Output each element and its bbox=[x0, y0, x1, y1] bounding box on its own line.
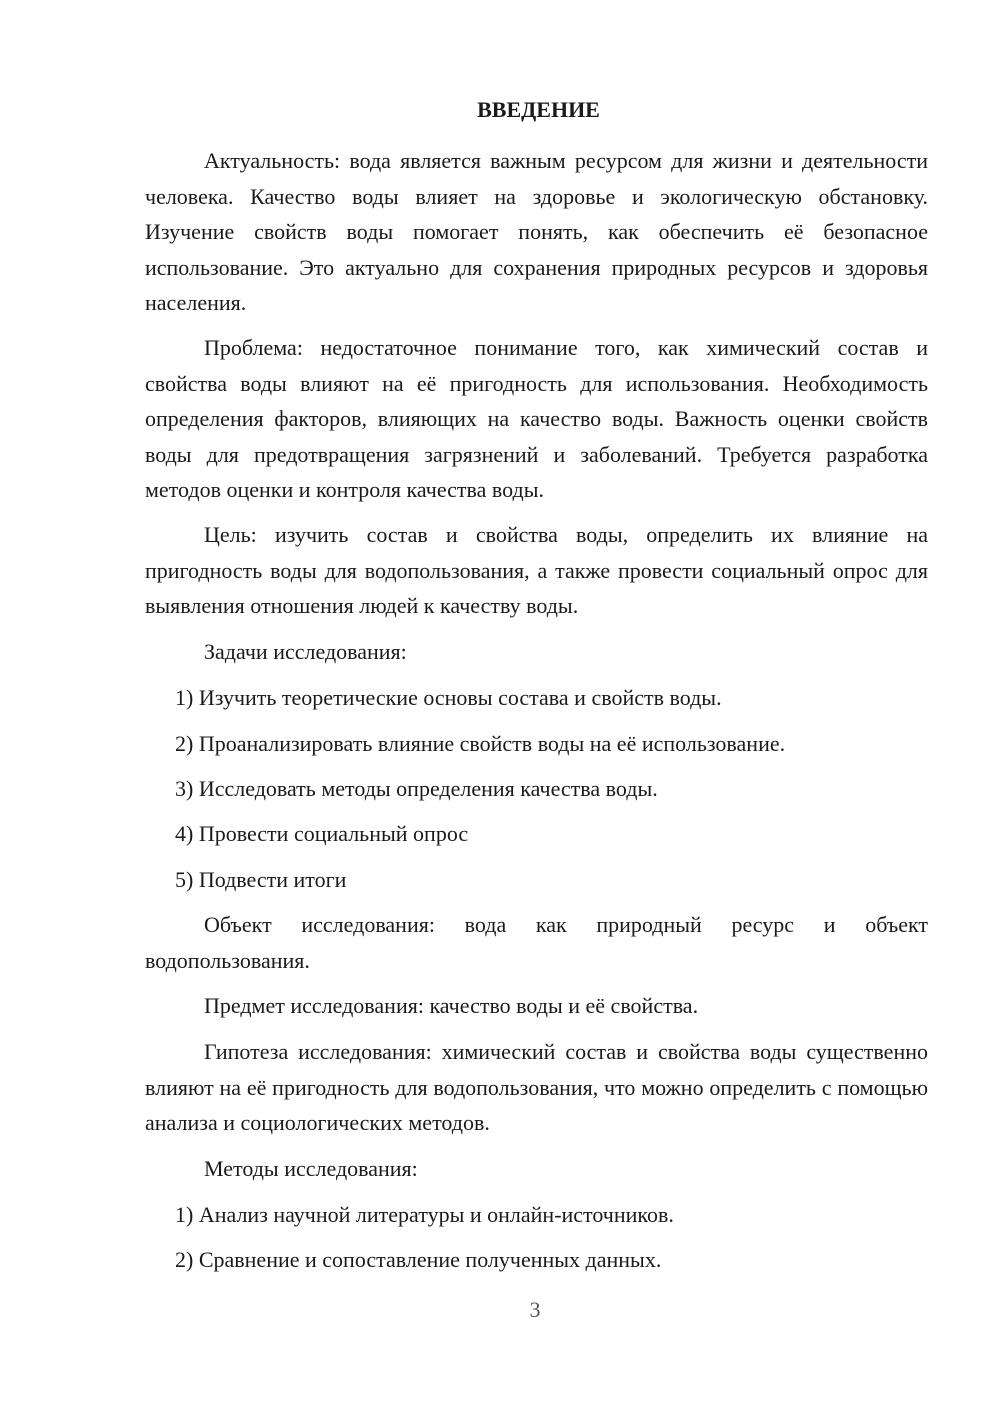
paragraph-hypothesis: Гипотеза исследования: химический состав и свойства воды существенно влияют на её пригодность для водопользования, что можно определить с помощью анализа и социологических методов. bbox=[145, 1039, 928, 1136]
paragraph-object: Объект исследования: вода как природный ресурс и объект водопользования. bbox=[145, 912, 928, 973]
method-item: 1) Анализ научной литературы и онлайн-источников. bbox=[175, 1201, 674, 1227]
paragraph-relevance: Актуальность: вода является важным ресурсом для жизни и деятельности человека. Качество воды влияет на здоровье и экологическую обстановку. Изучение свойств воды помогает понять, как обеспечить её безопасное использование. Это актуально для сохранения природных ресурсов и здоровья населения. bbox=[145, 148, 928, 316]
paragraph-goal: Цель: изучить состав и свойства воды, определить их влияние на пригодность воды для водопользования, а также провести социальный опрос для выявления отношения людей к качеству воды. bbox=[145, 522, 928, 619]
paragraph-problem: Проблема: недостаточное понимание того, как химический состав и свойства воды влияют на её пригодность для использования. Необходимость определения факторов, влияющих на качество воды. Важность оценки свойств воды для предотвращения загрязнений и заболеваний. Требуется разработка методов оценки и контроля качества воды. bbox=[145, 335, 928, 503]
task-item: 3) Исследовать методы определения качества воды. bbox=[175, 775, 658, 801]
method-item: 2) Сравнение и сопоставление полученных данных. bbox=[175, 1247, 662, 1273]
paragraph-subject: Предмет исследования: качество воды и её свойства. bbox=[204, 992, 699, 1018]
tasks-heading: Задачи исследования: bbox=[204, 638, 407, 664]
methods-heading: Методы исследования: bbox=[204, 1155, 418, 1181]
page-number: 3 bbox=[529, 1297, 541, 1322]
task-item: 1) Изучить теоретические основы состава и свойств воды. bbox=[175, 685, 722, 711]
task-item: 4) Провести социальный опрос bbox=[175, 821, 469, 847]
document-page bbox=[145, 92, 928, 1288]
task-item: 2) Проанализировать влияние свойств воды на её использование. bbox=[175, 730, 786, 756]
task-item: 5) Подвести итоги bbox=[175, 866, 347, 892]
section-title: ВВЕДЕНИЕ bbox=[477, 97, 600, 122]
